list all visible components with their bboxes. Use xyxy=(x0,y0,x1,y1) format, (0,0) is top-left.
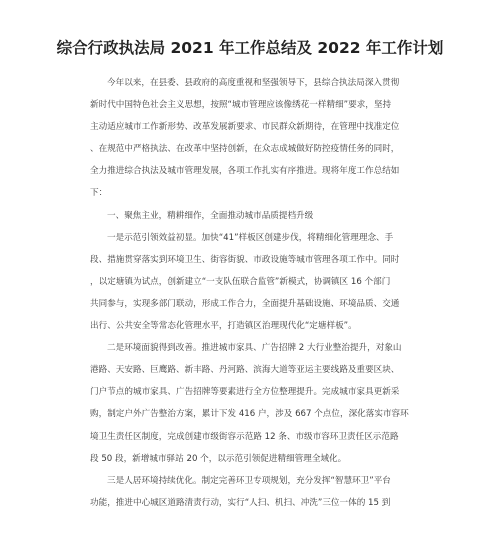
text-line: 购，制定户外广告整治方案，累计下发 416 户，涉及 667 个点位，深化落实市容环 xyxy=(90,409,409,420)
text-line: 下： xyxy=(90,188,108,199)
text-line: 、在规范中严格执法、在改革中坚持创新，在众志成城做好防控疫情任务的同时， xyxy=(90,144,400,155)
text-line: 段、措施贯穿落实到环境卫生、街容街貌、市政设施等城市管理各项工作中。同时 xyxy=(90,254,400,265)
text-line: 门户节点的城市家具、广告招牌等要素进行全方位整理提升。完成城市家具更新采 xyxy=(90,387,400,398)
text-line: 一是示范引领效益初显。加快“41”样板区创建步伐，将精细化管理理念、手 xyxy=(107,232,394,243)
text-line: 全力推进综合执法及城市管理发展，各项工作扎实有序推进。现将年度工作总结如 xyxy=(90,166,400,177)
text-line: 功能，推进中心城区道路清责行动，实行“人扫、机扫、冲洗”三位一体的 15 到 xyxy=(90,497,391,508)
text-line: 共同参与，实现多部门联动，形成工作合力，全面提升基础设施、环境品质、交通 xyxy=(90,298,400,309)
text-line: 三是人居环境持续优化。制定完善环卫专项规划，充分发挥“智慧环卫”平台 xyxy=(107,475,391,486)
text-line: 一、聚焦主业，精耕细作，全面推动城市品质提档升级 xyxy=(107,210,314,221)
text-line: 出行、公共安全等常态化管理水平，打造镇区治理现代化“定塘样板”。 xyxy=(90,321,357,332)
document-title: 综合行政执法局 2021 年工作总结及 2022 年工作计划 xyxy=(56,39,444,57)
text-line: ，以定塘镇为试点，创新建立“一支队伍联合监管”新模式，协调镇区 16 个部门 xyxy=(90,276,391,287)
text-line: 境卫生责任区制度，完成创建市级街容示范路 12 条、市级市容环卫责任区示范路 xyxy=(90,431,399,442)
text-line: 港路、天安路、巨鹰路、新丰路、丹河路、滨海大道等亚运主要线路及重要区块、 xyxy=(90,365,400,376)
text-line: 今年以来，在县委、县政府的高度重视和坚强领导下，县综合执法局深入贯彻 xyxy=(107,78,400,88)
text-line: 主动适应城市工作新形势、改革发展新要求、市民群众新期待，在管理中找准定位 xyxy=(90,122,400,133)
text-line: 二是环境面貌得到改善。推进城市家具、广告招牌 2 大行业整治提升，对象山 xyxy=(107,343,402,354)
text-line: 新时代中国特色社会主义思想，按照“城市管理应该像绣花一样精细”要求，坚持 xyxy=(90,100,392,111)
document-body xyxy=(90,72,430,514)
text-line: 段 50 段，新增城市驿站 20 个，以示范引领促进精细管理全域化。 xyxy=(90,453,347,464)
